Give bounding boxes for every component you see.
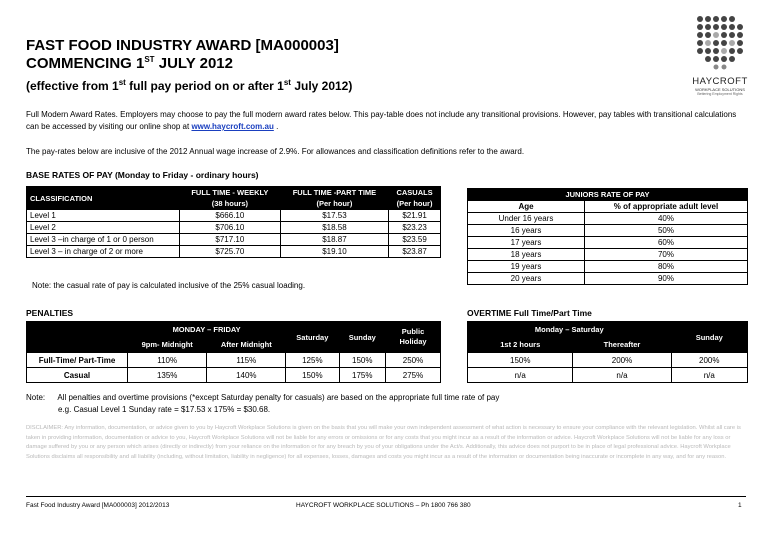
cell-level: Level 2 <box>27 222 180 234</box>
note-label: Note: <box>26 393 46 402</box>
cell-weekly: $706.10 <box>180 222 281 234</box>
table-row <box>468 368 748 383</box>
cell-casual: $23.87 <box>389 246 441 258</box>
footer-center: HAYCROFT WORKPLACE SOLUTIONS – Ph 1800 766 380 <box>296 502 471 509</box>
cell-value: 150% <box>286 368 339 383</box>
cell-pct: 90% <box>585 273 748 285</box>
cell-type: Full-Time/ Part-Time <box>27 353 128 368</box>
wage-increase-paragraph: The pay-rates below are inclusive of the 2012 Annual wage increase of 2.9%. For allowances and classification definitions refer to the award. <box>26 147 525 156</box>
cell-value: 200% <box>671 353 748 368</box>
col-public-holiday: Public Holiday <box>386 322 441 353</box>
table-row <box>27 353 441 368</box>
cell-pct: 50% <box>585 225 748 237</box>
cell-level: Level 1 <box>27 210 180 222</box>
disclaimer: DISCLAIMER: Any information, documentation, or advice given to you by Haycroft Workplace Solutions is given on the basis that you will make your own independent assessment of what action is necessary to ensure your compliance with the relevant legislation. Whilst all care is taken in providing information, documentation or advice to you, Haycroft Workplace Solutions will not be liable for any errors or omissions or for any costs that you might incur as a result of the information or advice. Haycroft Workplace Solutions will not be liable for any loss or damage suffered by you or any person which arises (directly or indirectly) from your reliance on the information or for any breach by you of your obligations under the Act/s. Additionally, this advice does not purport to be in place of legal professional advice. Haycroft Workplace Solutions disclaims all responsibility and all liability (including, without limitation, liability in negligence) for all expenses, losses, damages and costs you might incur as a result of the information or documentation being inaccurate or incomplete in any way, and for any reason. <box>26 425 741 460</box>
cell-value: 150% <box>339 353 386 368</box>
logo-tagline-2: Bettering Employment Rights <box>697 92 743 96</box>
cell-casual: $23.23 <box>389 222 441 234</box>
cell-casual: $21.91 <box>389 210 441 222</box>
col-part-time-sub: (Per hour) <box>280 198 388 210</box>
col-pct: % of appropriate adult level <box>585 201 748 213</box>
col-age: Age <box>468 201 585 213</box>
table-row <box>468 261 748 273</box>
col-first-2-hours: 1st 2 hours <box>468 337 573 353</box>
juniors-table <box>467 188 748 285</box>
page-title <box>26 37 339 73</box>
cell-value: 140% <box>207 368 286 383</box>
col-casuals: CASUALS <box>389 187 441 199</box>
note-example: e.g. Casual Level 1 Sunday rate = $17.53 x 175% = $30.68. <box>58 405 271 414</box>
table-row <box>27 246 441 258</box>
logo-name: HAYCROFT <box>692 76 748 87</box>
col-9pm-midnight: 9pm- Midnight <box>128 337 207 353</box>
col-casuals-sub: (Per hour) <box>389 198 441 210</box>
cell-age: 20 years <box>468 273 585 285</box>
cell-level: Level 3 – in charge of 2 or more <box>27 246 180 258</box>
cell-pct: 40% <box>585 213 748 225</box>
col-monday-saturday: Monday – Saturday <box>468 322 672 338</box>
cell-age: Under 16 years <box>468 213 585 225</box>
logo-tagline: WORKPLACE SOLUTIONS <box>695 87 745 92</box>
cell-value: 110% <box>128 353 207 368</box>
cell-weekly: $725.70 <box>180 246 281 258</box>
cell-level: Level 3 –in charge of 1 or 0 person <box>27 234 180 246</box>
col-monday-friday: MONDAY – FRIDAY <box>128 322 286 338</box>
penalties-note <box>26 392 746 404</box>
casual-note: Note: the casual rate of pay is calculated inclusive of the 25% casual loading. <box>32 281 306 290</box>
cell-value: 125% <box>286 353 339 368</box>
table-row <box>468 237 748 249</box>
col-sunday: Sunday <box>671 322 748 353</box>
table-row <box>27 234 441 246</box>
table-row <box>468 273 748 285</box>
footer-rule <box>26 496 746 497</box>
title-line-1: FAST FOOD INDUSTRY AWARD [MA000003] <box>26 37 339 54</box>
dots-logo-icon <box>690 14 750 70</box>
cell-type: Casual <box>27 368 128 383</box>
juniors-heading: JUNIORS RATE OF PAY <box>468 189 748 201</box>
cell-value: 250% <box>386 353 441 368</box>
col-thereafter: Thereafter <box>573 337 671 353</box>
cell-weekly: $717.10 <box>180 234 281 246</box>
cell-weekly: $666.10 <box>180 210 281 222</box>
cell-part: $17.53 <box>280 210 388 222</box>
title-line-2: COMMENCING 1ST JULY 2012 <box>26 55 233 72</box>
penalties-table <box>26 321 441 383</box>
col-saturday: Saturday <box>286 322 339 353</box>
overtime-heading: OVERTIME Full Time/Part Time <box>467 308 592 318</box>
intro-paragraph: Full Modern Award Rates. Employers may choose to pay the full modern award rates below. This pay-table does not include any transitional provisions. However, pay tables with transitional calculations can be accessed by visiting our online shop at www.haycroft.com.au . <box>26 110 737 131</box>
table-row <box>27 222 441 234</box>
penalties-heading: PENALTIES <box>26 308 74 318</box>
cell-value: n/a <box>573 368 671 383</box>
table-row <box>27 368 441 383</box>
cell-age: 18 years <box>468 249 585 261</box>
effective-date: (effective from 1st full pay period on or after 1st July 2012) <box>26 78 353 93</box>
col-classification: CLASSIFICATION <box>27 187 180 210</box>
note-line-1: All penalties and overtime provisions (*except Saturday penalty for casuals) are based on the appropriate full time rate of pay <box>57 393 500 402</box>
table-row <box>468 213 748 225</box>
cell-part: $18.58 <box>280 222 388 234</box>
col-part-time: FULL TIME -PART TIME <box>280 187 388 199</box>
cell-pct: 70% <box>585 249 748 261</box>
cell-age: 17 years <box>468 237 585 249</box>
cell-value: n/a <box>468 368 573 383</box>
cell-pct: 80% <box>585 261 748 273</box>
overtime-table <box>467 321 748 383</box>
col-weekly-sub: (38 hours) <box>180 198 281 210</box>
haycroft-logo <box>690 14 750 96</box>
cell-age: 16 years <box>468 225 585 237</box>
col-sunday: Sunday <box>339 322 386 353</box>
footer-left: Fast Food Industry Award [MA000003] 2012/2013 <box>26 502 170 509</box>
cell-value: n/a <box>671 368 748 383</box>
table-row <box>468 225 748 237</box>
page-number: 1 <box>738 502 742 509</box>
cell-value: 275% <box>386 368 441 383</box>
cell-value: 150% <box>468 353 573 368</box>
shop-link[interactable]: www.haycroft.com.au <box>191 122 274 131</box>
cell-value: 135% <box>128 368 207 383</box>
cell-part: $19.10 <box>280 246 388 258</box>
cell-value: 200% <box>573 353 671 368</box>
base-rates-heading: BASE RATES OF PAY (Monday to Friday - ordinary hours) <box>26 170 259 180</box>
col-weekly: FULL TIME - WEEKLY <box>180 187 281 199</box>
cell-casual: $23.59 <box>389 234 441 246</box>
base-rates-table <box>26 186 441 258</box>
cell-part: $18.87 <box>280 234 388 246</box>
cell-pct: 60% <box>585 237 748 249</box>
table-row <box>468 249 748 261</box>
table-row <box>468 353 748 368</box>
col-after-midnight: After Midnight <box>207 337 286 353</box>
cell-age: 19 years <box>468 261 585 273</box>
table-row <box>27 210 441 222</box>
cell-value: 175% <box>339 368 386 383</box>
cell-value: 115% <box>207 353 286 368</box>
